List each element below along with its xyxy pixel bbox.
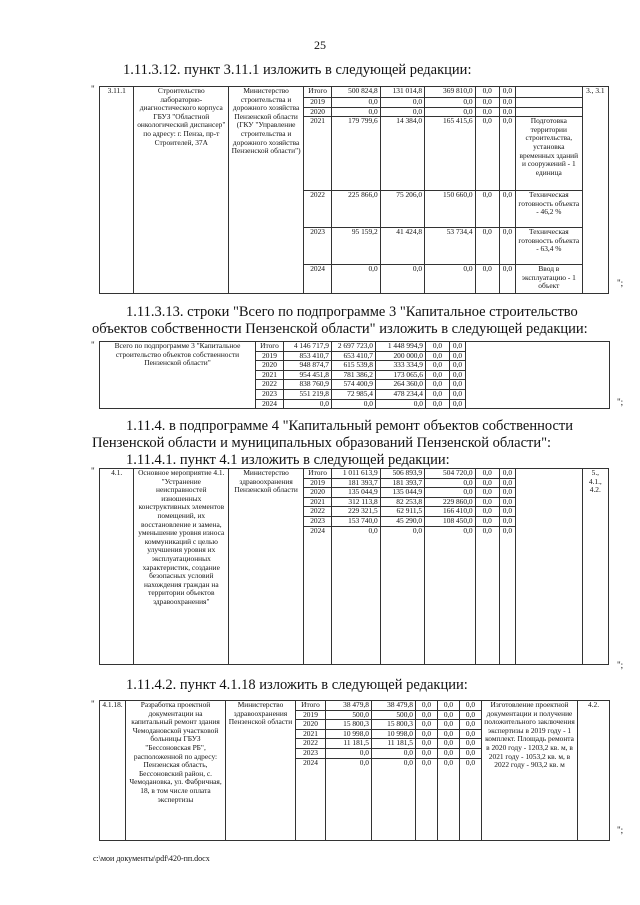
cell-value: 0,0 [450, 351, 466, 361]
cell-value: 0,0 [450, 361, 466, 371]
cell-value: 0,0 [380, 98, 424, 108]
cell-value: 38 479,8 [326, 701, 372, 711]
cell-year: 2024 [303, 526, 331, 664]
cell-value: 0,0 [499, 507, 515, 517]
cell-value: 165 415,6 [425, 117, 475, 191]
cell-year: 2023 [303, 228, 331, 265]
cell-year: 2023 [256, 389, 284, 399]
cell-value: 0,0 [475, 478, 499, 488]
cell-year: 2020 [303, 488, 331, 498]
cell-value: 0,0 [475, 107, 499, 117]
cell-executor: Министерство здравоохранения Пензенской области [229, 469, 304, 665]
cell-year: 2019 [256, 351, 284, 361]
cell-value: 574 400,9 [332, 380, 376, 390]
cell-year: 2023 [296, 748, 326, 758]
cell-value: 53 734,4 [425, 228, 475, 265]
cell-value: 0,0 [460, 720, 482, 730]
cell-value: 0,0 [460, 729, 482, 739]
cell-year: 2021 [256, 370, 284, 380]
cell-value: 62 911,5 [380, 507, 424, 517]
cell-value: 0,0 [332, 98, 380, 108]
cell-value: 0,0 [499, 488, 515, 498]
cell-name: Основное мероприятие 4.1. "Устранение неисправностей изношенных конструктивных элементов помещений, их восстановление и замена, уменьшение уровня износа коммуникаций с целью улучшения уровня их эксплуатационных характеристик, создание безопасных условий нахождения граждан на территории объектов здравоохранения" [134, 469, 229, 665]
cell-value: 0,0 [450, 370, 466, 380]
cell-value: 0,0 [426, 399, 450, 409]
cell-year: 2022 [303, 507, 331, 517]
cell-target: 5., 4.1., 4.2. [582, 469, 608, 665]
table-subprogram-3-total [99, 341, 610, 409]
cell-value: 153 740,0 [332, 516, 380, 526]
cell-value: 0,0 [425, 488, 475, 498]
cell-num: 4.1.18. [100, 701, 126, 841]
cell-value: 135 044,9 [332, 488, 380, 498]
cell-value: 0,0 [450, 342, 466, 352]
cell-value: 0,0 [499, 117, 515, 191]
cell-value: 200 000,0 [376, 351, 426, 361]
cell-value: 615 539,8 [332, 361, 376, 371]
cell-value: 179 799,6 [332, 117, 380, 191]
cell-year: 2022 [303, 191, 331, 228]
heading-subprogram-3: 1.11.3.13. строки "Всего по подпрограмме 3 "Капитальное строительство объектов собственности Пензенской области" изложить в следующей редакции: [92, 304, 588, 337]
quote-close: "; [617, 825, 624, 835]
quote-open: " [91, 84, 95, 94]
cell-name: Разработка проектной документации на капитальный ремонт здания Чемодановской участковой больницы ГБУЗ "Бессоновская РБ", расположенной по адресу: Пензенская область, Бессоновский район, с. Чемодановка, ул. Фабричная, 18, в том числе оплата экспертизы [126, 701, 226, 841]
cell-num: 4.1. [100, 469, 134, 665]
cell-year: 2024 [296, 758, 326, 840]
cell-value: 954 451,8 [284, 370, 332, 380]
cell-value: 264 360,0 [376, 380, 426, 390]
cell-value: 45 290,0 [380, 516, 424, 526]
cell-value: 225 866,0 [332, 191, 380, 228]
cell-value: 312 113,8 [332, 497, 380, 507]
cell-value: 0,0 [416, 720, 438, 730]
cell-value: 0,0 [499, 478, 515, 488]
cell-value: 0,0 [284, 399, 332, 409]
cell-value: 166 410,0 [425, 507, 475, 517]
cell-year: 2019 [303, 478, 331, 488]
cell-year: Итого [303, 87, 331, 98]
cell-executor: Министерство здравоохранения Пензенской области [226, 701, 296, 841]
cell-value: 0,0 [425, 107, 475, 117]
cell-value: 108 450,0 [425, 516, 475, 526]
cell-value: 229 321,5 [332, 507, 380, 517]
cell-value: 500,0 [372, 710, 416, 720]
cell-value: 0,0 [438, 758, 460, 840]
cell-value: 0,0 [332, 265, 380, 294]
table-4-1-18 [99, 700, 610, 841]
cell-value: 150 660,0 [425, 191, 475, 228]
quote-close: "; [617, 397, 624, 407]
cell-value: 0,0 [438, 729, 460, 739]
cell-value: 0,0 [475, 516, 499, 526]
cell-value: 653 410,7 [332, 351, 376, 361]
cell-value: 0,0 [450, 389, 466, 399]
cell-value: 0,0 [416, 758, 438, 840]
cell-value: 0,0 [438, 748, 460, 758]
quote-open: " [91, 699, 95, 709]
cell-value: 838 760,9 [284, 380, 332, 390]
cell-value: 131 014,8 [380, 87, 424, 98]
cell-value: 82 253,8 [380, 497, 424, 507]
cell-value: 551 219,8 [284, 389, 332, 399]
cell-value: 38 479,8 [372, 701, 416, 711]
cell-value: 369 810,0 [425, 87, 475, 98]
cell-value: 0,0 [475, 228, 499, 265]
cell-value: 0,0 [450, 399, 466, 409]
quote-open: " [91, 340, 95, 350]
heading-4-1-18: 1.11.4.2. пункт 4.1.18 изложить в следующей редакции: [126, 677, 468, 693]
cell-value: 0,0 [460, 739, 482, 749]
cell-value: 11 181,5 [326, 739, 372, 749]
cell-value: 0,0 [425, 526, 475, 664]
cell-value: 0,0 [475, 117, 499, 191]
cell-value: 0,0 [499, 265, 515, 294]
cell-value: 0,0 [499, 526, 515, 664]
cell-indicator: Ввод в эксплуатацию - 1 объект [516, 265, 583, 294]
cell-year: 2020 [296, 720, 326, 730]
cell-value: 0,0 [425, 478, 475, 488]
cell-value: 0,0 [376, 399, 426, 409]
cell-indicator: Техническая готовность объекта - 63,4 % [516, 228, 583, 265]
cell-value: 0,0 [475, 526, 499, 664]
cell-year: 2020 [303, 107, 331, 117]
file-path-footer: c:\мои документы\pdf\420-пп.docx [93, 854, 210, 863]
cell-value: 0,0 [426, 361, 450, 371]
quote-close: "; [617, 660, 624, 670]
cell-year: Итого [303, 469, 331, 479]
heading-4-1: 1.11.4.1. пункт 4.1 изложить в следующей редакции: [126, 452, 450, 468]
cell-year: 2019 [303, 98, 331, 108]
cell-value: 0,0 [499, 191, 515, 228]
cell-value: 0,0 [499, 87, 515, 98]
quote-close: "; [617, 278, 624, 288]
cell-value: 229 860,0 [425, 497, 475, 507]
cell-value: 504 720,0 [425, 469, 475, 479]
cell-value: 0,0 [450, 380, 466, 390]
cell-target: 3., 3.1 [582, 87, 608, 294]
cell-indicator: Изготовление проектной документации и получение положительного заключения экспертизы в 2019 году - 1 комплект. Площадь ремонта в 2020 году - 1203,2 кв. м, в 2021 году - 1053,2 кв. м, в 2022 году - 903,2 кв. м [482, 701, 578, 841]
cell-value: 0,0 [425, 265, 475, 294]
cell-executor: Министерство строительства и дорожного хозяйства Пензенской области (ГКУ "Управление строительства и дорожного хозяйства Пензенской области") [229, 87, 304, 294]
cell-year: Итого [296, 701, 326, 711]
cell-value: 506 893,9 [380, 469, 424, 479]
cell-name: Строительство лабораторно-диагностического корпуса ГБУЗ "Областной онкологический диспансер" по адресу: г. Пенза, пр-т Строителей, 37А [134, 87, 229, 294]
cell-year: 2022 [256, 380, 284, 390]
heading-subprogram-4: 1.11.4. в подпрограмме 4 "Капитальный ремонт объектов собственности Пензенской области и муниципальных образований Пензенской области": [92, 418, 574, 451]
cell-value: 181 393,7 [380, 478, 424, 488]
cell-value: 0,0 [475, 497, 499, 507]
cell-value: 0,0 [372, 748, 416, 758]
cell-value: 0,0 [426, 351, 450, 361]
table-4-1 [99, 468, 609, 665]
cell-value: 0,0 [475, 98, 499, 108]
cell-value: 41 424,8 [380, 228, 424, 265]
heading-3-11-1: 1.11.3.12. пункт 3.11.1 изложить в следующей редакции: [123, 62, 472, 78]
cell-value: 0,0 [438, 720, 460, 730]
cell-value: 0,0 [380, 107, 424, 117]
cell-value: 15 800,3 [326, 720, 372, 730]
cell-value: 0,0 [460, 748, 482, 758]
cell-value: 135 044,9 [380, 488, 424, 498]
cell-value: 0,0 [425, 98, 475, 108]
cell-value: 0,0 [416, 729, 438, 739]
cell-year: 2021 [296, 729, 326, 739]
cell-value: 72 985,4 [332, 389, 376, 399]
cell-num: 3.11.1 [100, 87, 134, 294]
cell-value: 0,0 [426, 389, 450, 399]
cell-value: 0,0 [416, 701, 438, 711]
cell-value: 75 206,0 [380, 191, 424, 228]
cell-value: 0,0 [438, 701, 460, 711]
cell-value: 0,0 [426, 380, 450, 390]
cell-value: 0,0 [475, 507, 499, 517]
cell-value: 0,0 [332, 399, 376, 409]
cell-value: 0,0 [416, 739, 438, 749]
cell-value: 478 234,4 [376, 389, 426, 399]
cell-value: 11 181,5 [372, 739, 416, 749]
cell-value: 0,0 [460, 710, 482, 720]
cell-value: 0,0 [475, 87, 499, 98]
cell-value: 95 159,2 [332, 228, 380, 265]
cell-year: 2022 [296, 739, 326, 749]
cell-year: 2021 [303, 497, 331, 507]
cell-value: 15 800,3 [372, 720, 416, 730]
cell-value: 0,0 [475, 469, 499, 479]
cell-value: 0,0 [426, 370, 450, 380]
cell-value: 0,0 [475, 488, 499, 498]
cell-target: 4.2. [578, 701, 610, 841]
cell-value: 4 146 717,9 [284, 342, 332, 352]
cell-year: 2019 [296, 710, 326, 720]
cell-indicator [516, 87, 583, 98]
cell-value: 0,0 [460, 758, 482, 840]
cell-value: 173 065,6 [376, 370, 426, 380]
quote-open: " [91, 466, 95, 476]
cell-value: 10 998,0 [326, 729, 372, 739]
cell-indicator [516, 98, 583, 108]
cell-value: 853 410,7 [284, 351, 332, 361]
cell-value: 0,0 [475, 191, 499, 228]
cell-value: 0,0 [380, 526, 424, 664]
cell-value: 0,0 [499, 516, 515, 526]
cell-value: 2 697 723,0 [332, 342, 376, 352]
cell-year: 2023 [303, 516, 331, 526]
cell-value: 0,0 [326, 748, 372, 758]
cell-value: 0,0 [332, 107, 380, 117]
cell-name: Всего по подпрограмме 3 "Капитальное строительство объектов собственности Пензенской области" [100, 342, 256, 409]
cell-value: 0,0 [460, 701, 482, 711]
cell-value: 1 011 613,9 [332, 469, 380, 479]
cell-value: 10 998,0 [372, 729, 416, 739]
cell-value: 0,0 [499, 228, 515, 265]
cell-value: 0,0 [372, 758, 416, 840]
cell-value: 333 334,9 [376, 361, 426, 371]
cell-value: 1 448 994,9 [376, 342, 426, 352]
cell-value: 0,0 [499, 107, 515, 117]
cell-year: 2024 [256, 399, 284, 409]
cell-value: 0,0 [416, 710, 438, 720]
cell-value: 948 874,7 [284, 361, 332, 371]
cell-value: 0,0 [326, 758, 372, 840]
table-3-11-1 [99, 86, 609, 294]
cell-value: 0,0 [438, 710, 460, 720]
cell-year: 2024 [303, 265, 331, 294]
cell-indicator: Подготовка территории строительства, установка временных зданий и сооружений - 1 единица [516, 117, 583, 191]
cell-value: 0,0 [416, 748, 438, 758]
cell-value: 500 824,8 [332, 87, 380, 98]
cell-value: 0,0 [426, 342, 450, 352]
cell-value: 0,0 [438, 739, 460, 749]
cell-indicator: Техническая готовность объекта - 46,2 % [516, 191, 583, 228]
cell-empty [466, 342, 610, 409]
cell-year: Итого [256, 342, 284, 352]
cell-year: 2020 [256, 361, 284, 371]
cell-value: 781 386,2 [332, 370, 376, 380]
cell-value: 500,0 [326, 710, 372, 720]
cell-value: 0,0 [499, 469, 515, 479]
cell-value: 0,0 [475, 265, 499, 294]
cell-value: 181 393,7 [332, 478, 380, 488]
cell-indicator-empty [516, 469, 583, 665]
cell-value: 0,0 [499, 98, 515, 108]
cell-value: 14 384,0 [380, 117, 424, 191]
cell-value: 0,0 [380, 265, 424, 294]
cell-year: 2021 [303, 117, 331, 191]
cell-value: 0,0 [499, 497, 515, 507]
cell-value: 0,0 [332, 526, 380, 664]
page-number: 25 [314, 38, 326, 52]
